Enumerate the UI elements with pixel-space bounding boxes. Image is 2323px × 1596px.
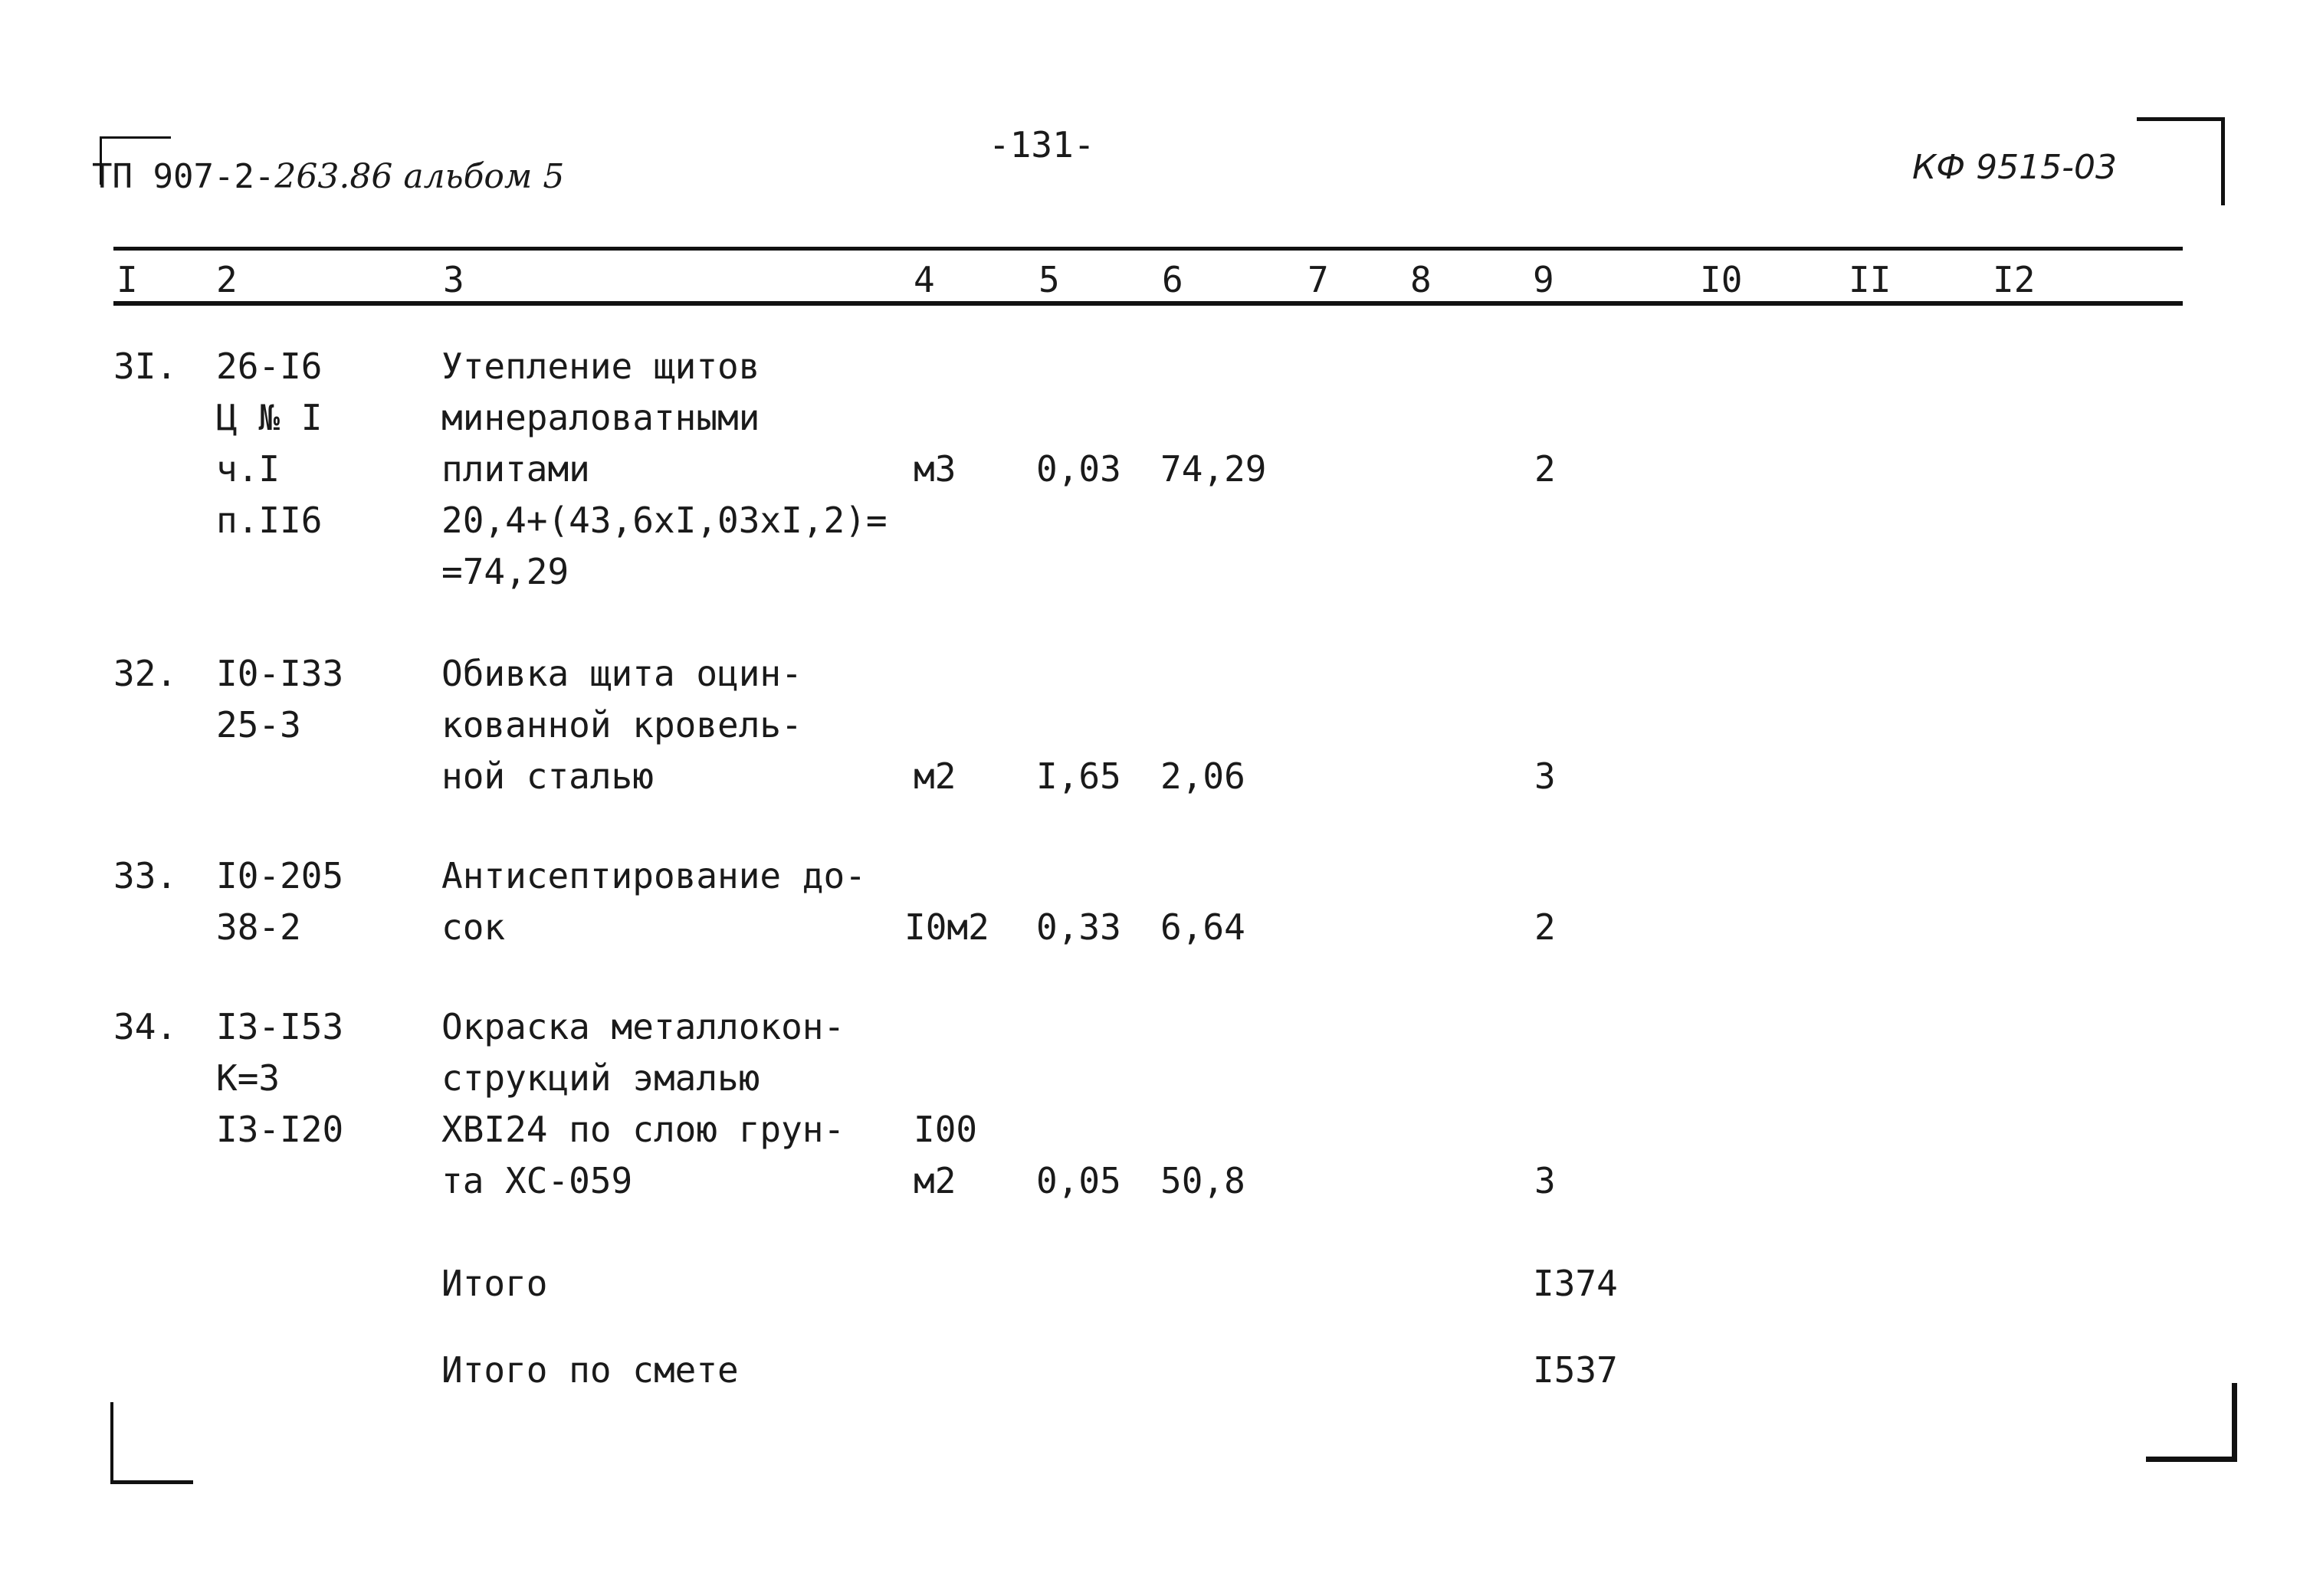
description-line: плитами <box>441 448 590 490</box>
corner-mark-top-left <box>100 136 171 185</box>
doc-ref-typed: ТП 907-2- <box>92 157 275 196</box>
unit-price: 2,06 <box>1160 755 1245 797</box>
description-line: 20,4+(43,6хI,03хI,2)= <box>441 500 888 541</box>
rate-code-line: I0-205 <box>216 855 344 896</box>
description-line: Обивка щита оцин- <box>441 653 802 694</box>
grand-total-label: Итого по смете <box>441 1349 739 1391</box>
page-number: -131- <box>989 124 1095 165</box>
rate-code-line: I3-I53 <box>216 1006 344 1047</box>
grand-total-value: I537 <box>1533 1349 1618 1391</box>
column-9-value: 2 <box>1534 448 1556 490</box>
corner-mark-bottom-left <box>110 1402 193 1484</box>
column-header-rule-bottom <box>113 301 2183 306</box>
description-line: ХВI24 по слою грун- <box>441 1109 845 1150</box>
unit-price: 50,8 <box>1160 1160 1245 1201</box>
description-line: ной сталью <box>441 755 654 797</box>
rate-code-line: ч.I <box>216 448 281 490</box>
unit: м3 <box>914 448 956 490</box>
unit-line: I00 <box>914 1109 978 1150</box>
unit-price: 74,29 <box>1160 448 1267 490</box>
column-number-7: 7 <box>1308 259 1329 300</box>
quantity: 0,03 <box>1036 448 1121 490</box>
rate-code-line: I3-I20 <box>216 1109 344 1150</box>
row-number: 32. <box>113 653 178 694</box>
row-number: 34. <box>113 1006 178 1047</box>
document-code: КФ 9515-03 <box>1912 148 2117 187</box>
column-header-rule-top <box>113 247 2183 251</box>
row-number: 3I. <box>113 346 178 387</box>
description-line: Окраска металлокон- <box>441 1006 845 1047</box>
unit: м2 <box>914 755 956 797</box>
unit: I0м2 <box>904 906 989 948</box>
column-number-1: I <box>116 259 138 300</box>
column-number-12: I2 <box>1993 259 2036 300</box>
column-9-value: 3 <box>1534 1160 1556 1201</box>
rate-code-line: Ц № I <box>216 397 323 438</box>
column-number-2: 2 <box>216 259 238 300</box>
description-line: Антисептирование до- <box>441 855 866 896</box>
description-line: струкций эмалью <box>441 1057 760 1099</box>
rate-code-line: К=3 <box>216 1057 281 1099</box>
column-number-9: 9 <box>1533 259 1554 300</box>
description-line: сок <box>441 906 506 948</box>
quantity: 0,05 <box>1036 1160 1121 1201</box>
row-number: 33. <box>113 855 178 896</box>
column-number-8: 8 <box>1410 259 1432 300</box>
rate-code-line: 26-I6 <box>216 346 323 387</box>
rate-code-line: 38-2 <box>216 906 301 948</box>
description-line: =74,29 <box>441 551 569 592</box>
quantity: I,65 <box>1036 755 1121 797</box>
subtotal-value: I374 <box>1533 1263 1618 1304</box>
column-number-3: 3 <box>443 259 464 300</box>
corner-mark-bottom-right <box>2146 1383 2237 1462</box>
rate-code-line: 25-3 <box>216 704 301 746</box>
column-number-6: 6 <box>1162 259 1183 300</box>
column-9-value: 3 <box>1534 755 1556 797</box>
corner-mark-top-right <box>2137 117 2225 205</box>
unit-price: 6,64 <box>1160 906 1245 948</box>
unit-line: м2 <box>914 1160 956 1201</box>
column-9-value: 2 <box>1534 906 1556 948</box>
rate-code-line: п.II6 <box>216 500 323 541</box>
doc-ref-handwritten: 263.86 альбом 5 <box>274 157 565 196</box>
description-line: кованной кровель- <box>441 704 802 746</box>
column-number-10: I0 <box>1700 259 1743 300</box>
column-number-5: 5 <box>1038 259 1060 300</box>
column-number-4: 4 <box>914 259 935 300</box>
subtotal-label: Итого <box>441 1263 548 1304</box>
description-line: минераловатными <box>441 397 760 438</box>
description-line: та ХС-059 <box>441 1160 633 1201</box>
quantity: 0,33 <box>1036 906 1121 948</box>
description-line: Утепление щитов <box>441 346 760 387</box>
column-number-11: II <box>1849 259 1892 300</box>
rate-code-line: I0-I33 <box>216 653 344 694</box>
